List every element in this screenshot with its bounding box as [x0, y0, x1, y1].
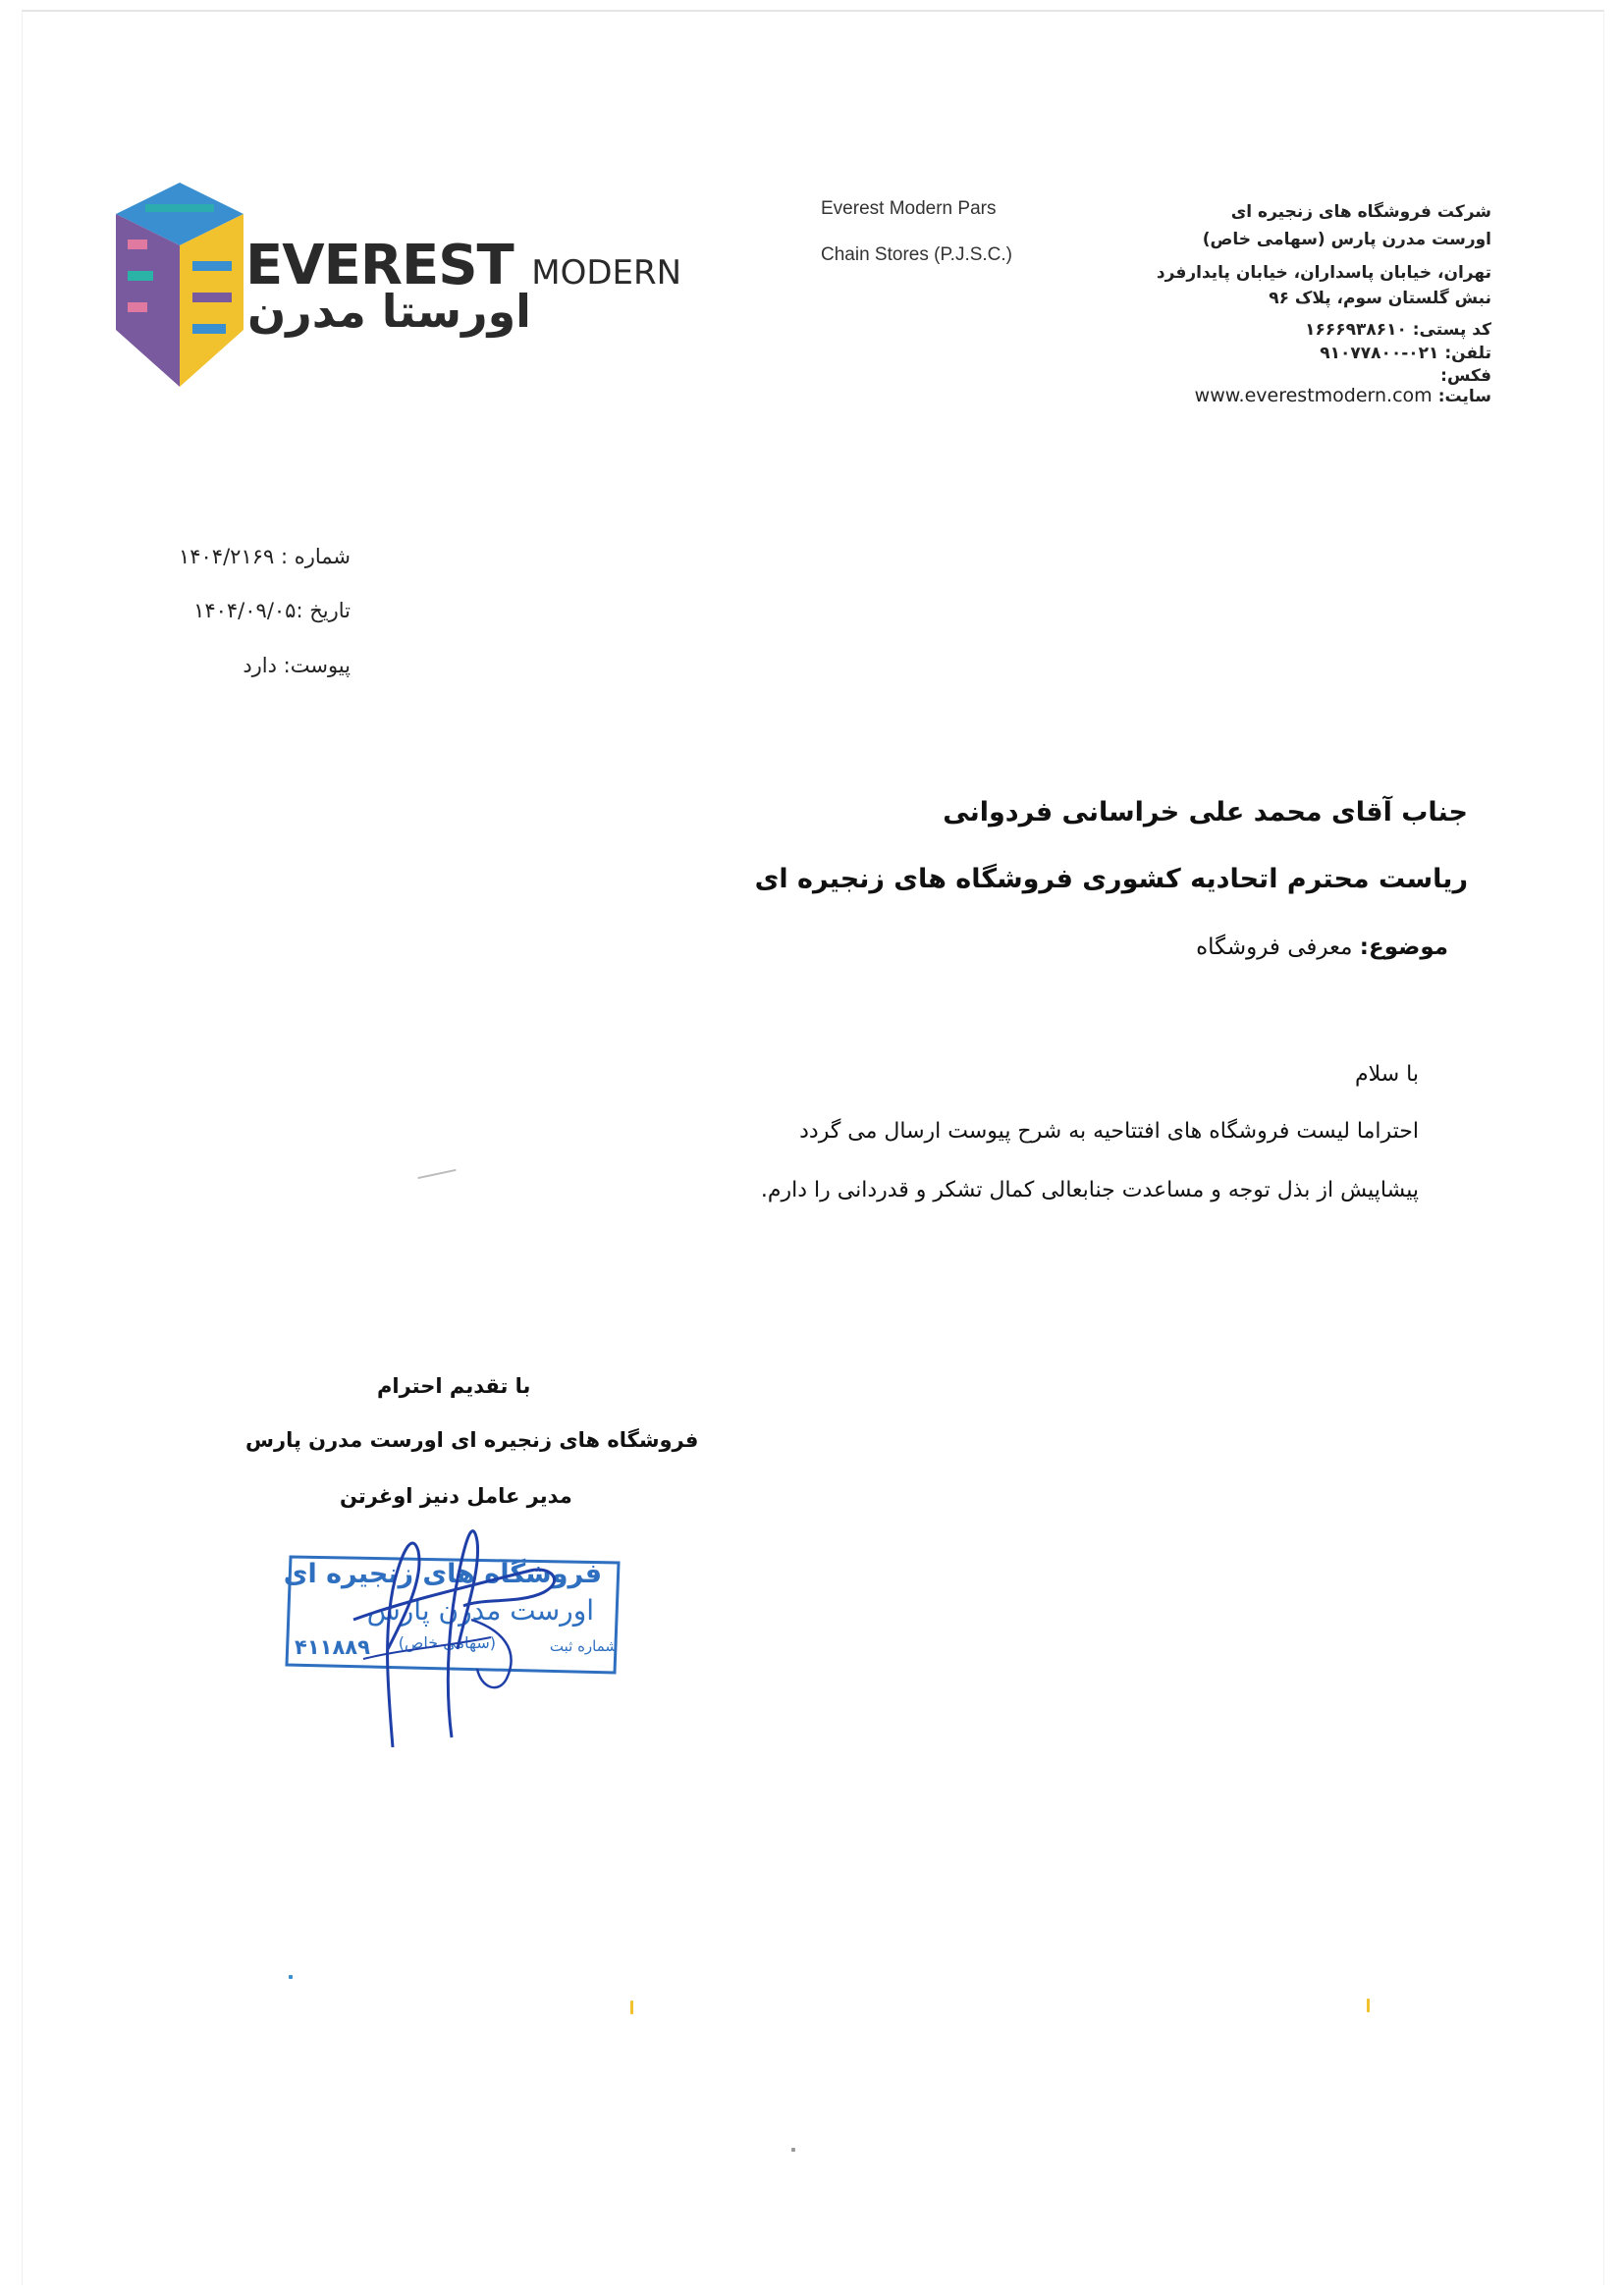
scan-mark [289, 1975, 293, 1979]
body-line-2: پیشاپیش از بذل توجه و مساعدت جنابعالی کمال تشکر و قدردانی را دارم. [760, 1178, 1419, 1202]
logo-name-sub: MODERN [531, 253, 682, 293]
company-name-fa-line1: شرکت فروشگاه های زنجیره ای [1230, 202, 1491, 222]
company-fax: فکس: [1440, 366, 1491, 386]
stamp-line2: اورست مدرن پارس [366, 1594, 594, 1627]
letter-date: تاریخ :۱۴۰۴/۰۹/۰۵ [193, 599, 351, 622]
company-name-en-line1: Everest Modern Pars [821, 198, 997, 219]
handwritten-signature-icon [334, 1512, 579, 1757]
everest-cube-logo-icon [116, 183, 243, 387]
closing-signatory: مدیر عامل دنیز اوغرتن [340, 1484, 572, 1508]
company-website-label: سایت: [1437, 387, 1491, 406]
stamp-line1: فروشگاه های زنجیره ای [283, 1559, 602, 1589]
subject-value: معرفی فروشگاه [1196, 934, 1353, 960]
closing-company: فروشگاه های زنجیره ای اورست مدرن پارس [245, 1428, 699, 1452]
addressee-name: جناب آقای محمد علی خراسانی فردوانی [943, 797, 1468, 828]
stamp-reg-label: شماره ثبت [549, 1637, 618, 1655]
company-name-en-line2: Chain Stores (P.J.S.C.) [821, 244, 1013, 265]
body-greeting: با سلام [1354, 1062, 1419, 1087]
company-phone: تلفن: ۰۲۱-۹۱۰۷۷۸۰۰ [1320, 344, 1491, 363]
logo-wordmark-fa: اورستا مدرن [247, 285, 531, 338]
company-postal-code: کد پستی: ۱۶۶۶۹۳۸۶۱۰ [1305, 320, 1491, 340]
body-line-1: احتراما لیست فروشگاه های افتتاحیه به شرح پیوست ارسال می گردد [799, 1119, 1419, 1144]
scan-mark [791, 2148, 795, 2152]
company-address-line1: تهران، خیابان پاسداران، خیابان پایدارفرد [1156, 263, 1491, 283]
scan-mark [630, 2001, 633, 2014]
subject-label: موضوع: [1359, 934, 1448, 960]
company-website-url[interactable]: www.everestmodern.com [1194, 385, 1433, 406]
stamp-reg-number: ۴۱۱۸۸۹ [295, 1635, 370, 1659]
letter-attachment: پیوست: دارد [243, 654, 351, 677]
addressee-title: ریاست محترم اتحادیه کشوری فروشگاه های زنجیره ای [754, 864, 1468, 894]
company-address-line2: نبش گلستان سوم، پلاک ۹۶ [1269, 289, 1491, 308]
company-name-fa-line2: اورست مدرن پارس (سهامی خاص) [1202, 230, 1491, 249]
logo-name-main: EVEREST [245, 234, 514, 297]
scan-mark [1367, 1999, 1370, 2012]
stamp-line3: (سهامی خاص) [398, 1633, 496, 1652]
letter-subject [1196, 934, 1448, 960]
letter-number: شماره : ۱۴۰۴/۲۱۶۹ [178, 545, 351, 568]
company-website [1195, 385, 1491, 406]
closing-regards: با تقدیم احترام [377, 1374, 531, 1398]
